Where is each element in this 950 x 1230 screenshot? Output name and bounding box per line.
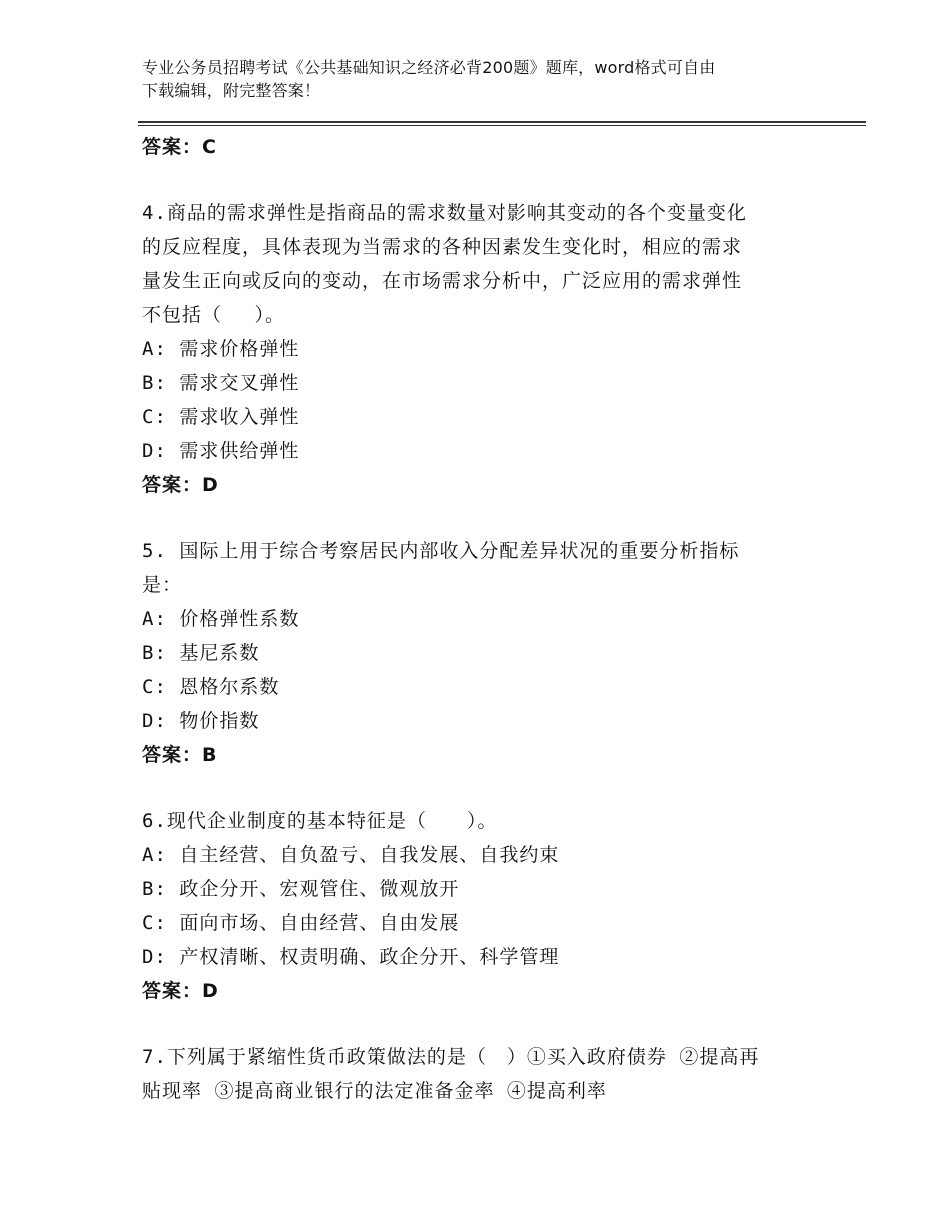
option-c: C: 面向市场、自由经营、自由发展	[142, 912, 460, 934]
option-d: D: 需求供给弹性	[142, 440, 300, 462]
question-stem-line: 不包括（ ）。	[142, 304, 285, 326]
answer-line: 答案：B	[142, 744, 218, 766]
question-stem-line: 5. 国际上用于综合考察居民内部收入分配差异状况的重要分析指标	[142, 540, 740, 562]
question-stem-line: 量发生正向或反向的变动，在市场需求分析中，广泛应用的需求弹性	[142, 270, 743, 292]
question-block	[142, 196, 822, 502]
option-c: C: 需求收入弹性	[142, 406, 300, 428]
question-block	[142, 1040, 822, 1108]
question-list	[142, 130, 822, 1108]
option-a: A: 自主经营、自负盈亏、自我发展、自我约束	[142, 844, 560, 866]
header-line-1: 专业公务员招聘考试《公共基础知识之经济必背200题》题库，word格式可自由	[142, 58, 716, 77]
option-d: D: 产权清晰、权责明确、政企分开、科学管理	[142, 946, 560, 968]
option-d: D: 物价指数	[142, 710, 260, 732]
option-a: A: 价格弹性系数	[142, 608, 300, 630]
header-line-2: 下载编辑，附完整答案！	[142, 81, 321, 100]
question-stem-line: 是：	[142, 574, 183, 596]
option-c: C: 恩格尔系数	[142, 676, 280, 698]
question-block	[142, 804, 822, 1008]
answer-line: 答案：D	[142, 474, 219, 496]
question-stem-line: 7.下列属于紧缩性货币政策做法的是（ ）①买入政府债券 ②提高再	[142, 1046, 760, 1068]
question-block	[142, 534, 822, 772]
option-b: B: 需求交叉弹性	[142, 372, 300, 394]
header-rule-thick	[138, 121, 866, 123]
document-header	[142, 56, 822, 102]
option-b: B: 政企分开、宏观管住、微观放开	[142, 878, 460, 900]
question-stem-line: 6.现代企业制度的基本特征是（ ）。	[142, 810, 498, 832]
header-rule-thin	[138, 125, 866, 126]
option-b: B: 基尼系数	[142, 642, 260, 664]
question-stem-line: 的反应程度，具体表现为当需求的各种因素发生变化时，相应的需求	[142, 236, 743, 258]
question-stem-line: 贴现率 ③提高商业银行的法定准备金率 ④提高利率	[142, 1080, 607, 1102]
answer-line: 答案：D	[142, 980, 219, 1002]
option-a: A: 需求价格弹性	[142, 338, 300, 360]
answer-line: 答案：C	[142, 136, 217, 158]
question-stem-line: 4.商品的需求弹性是指商品的需求数量对影响其变动的各个变量变化	[142, 202, 747, 224]
